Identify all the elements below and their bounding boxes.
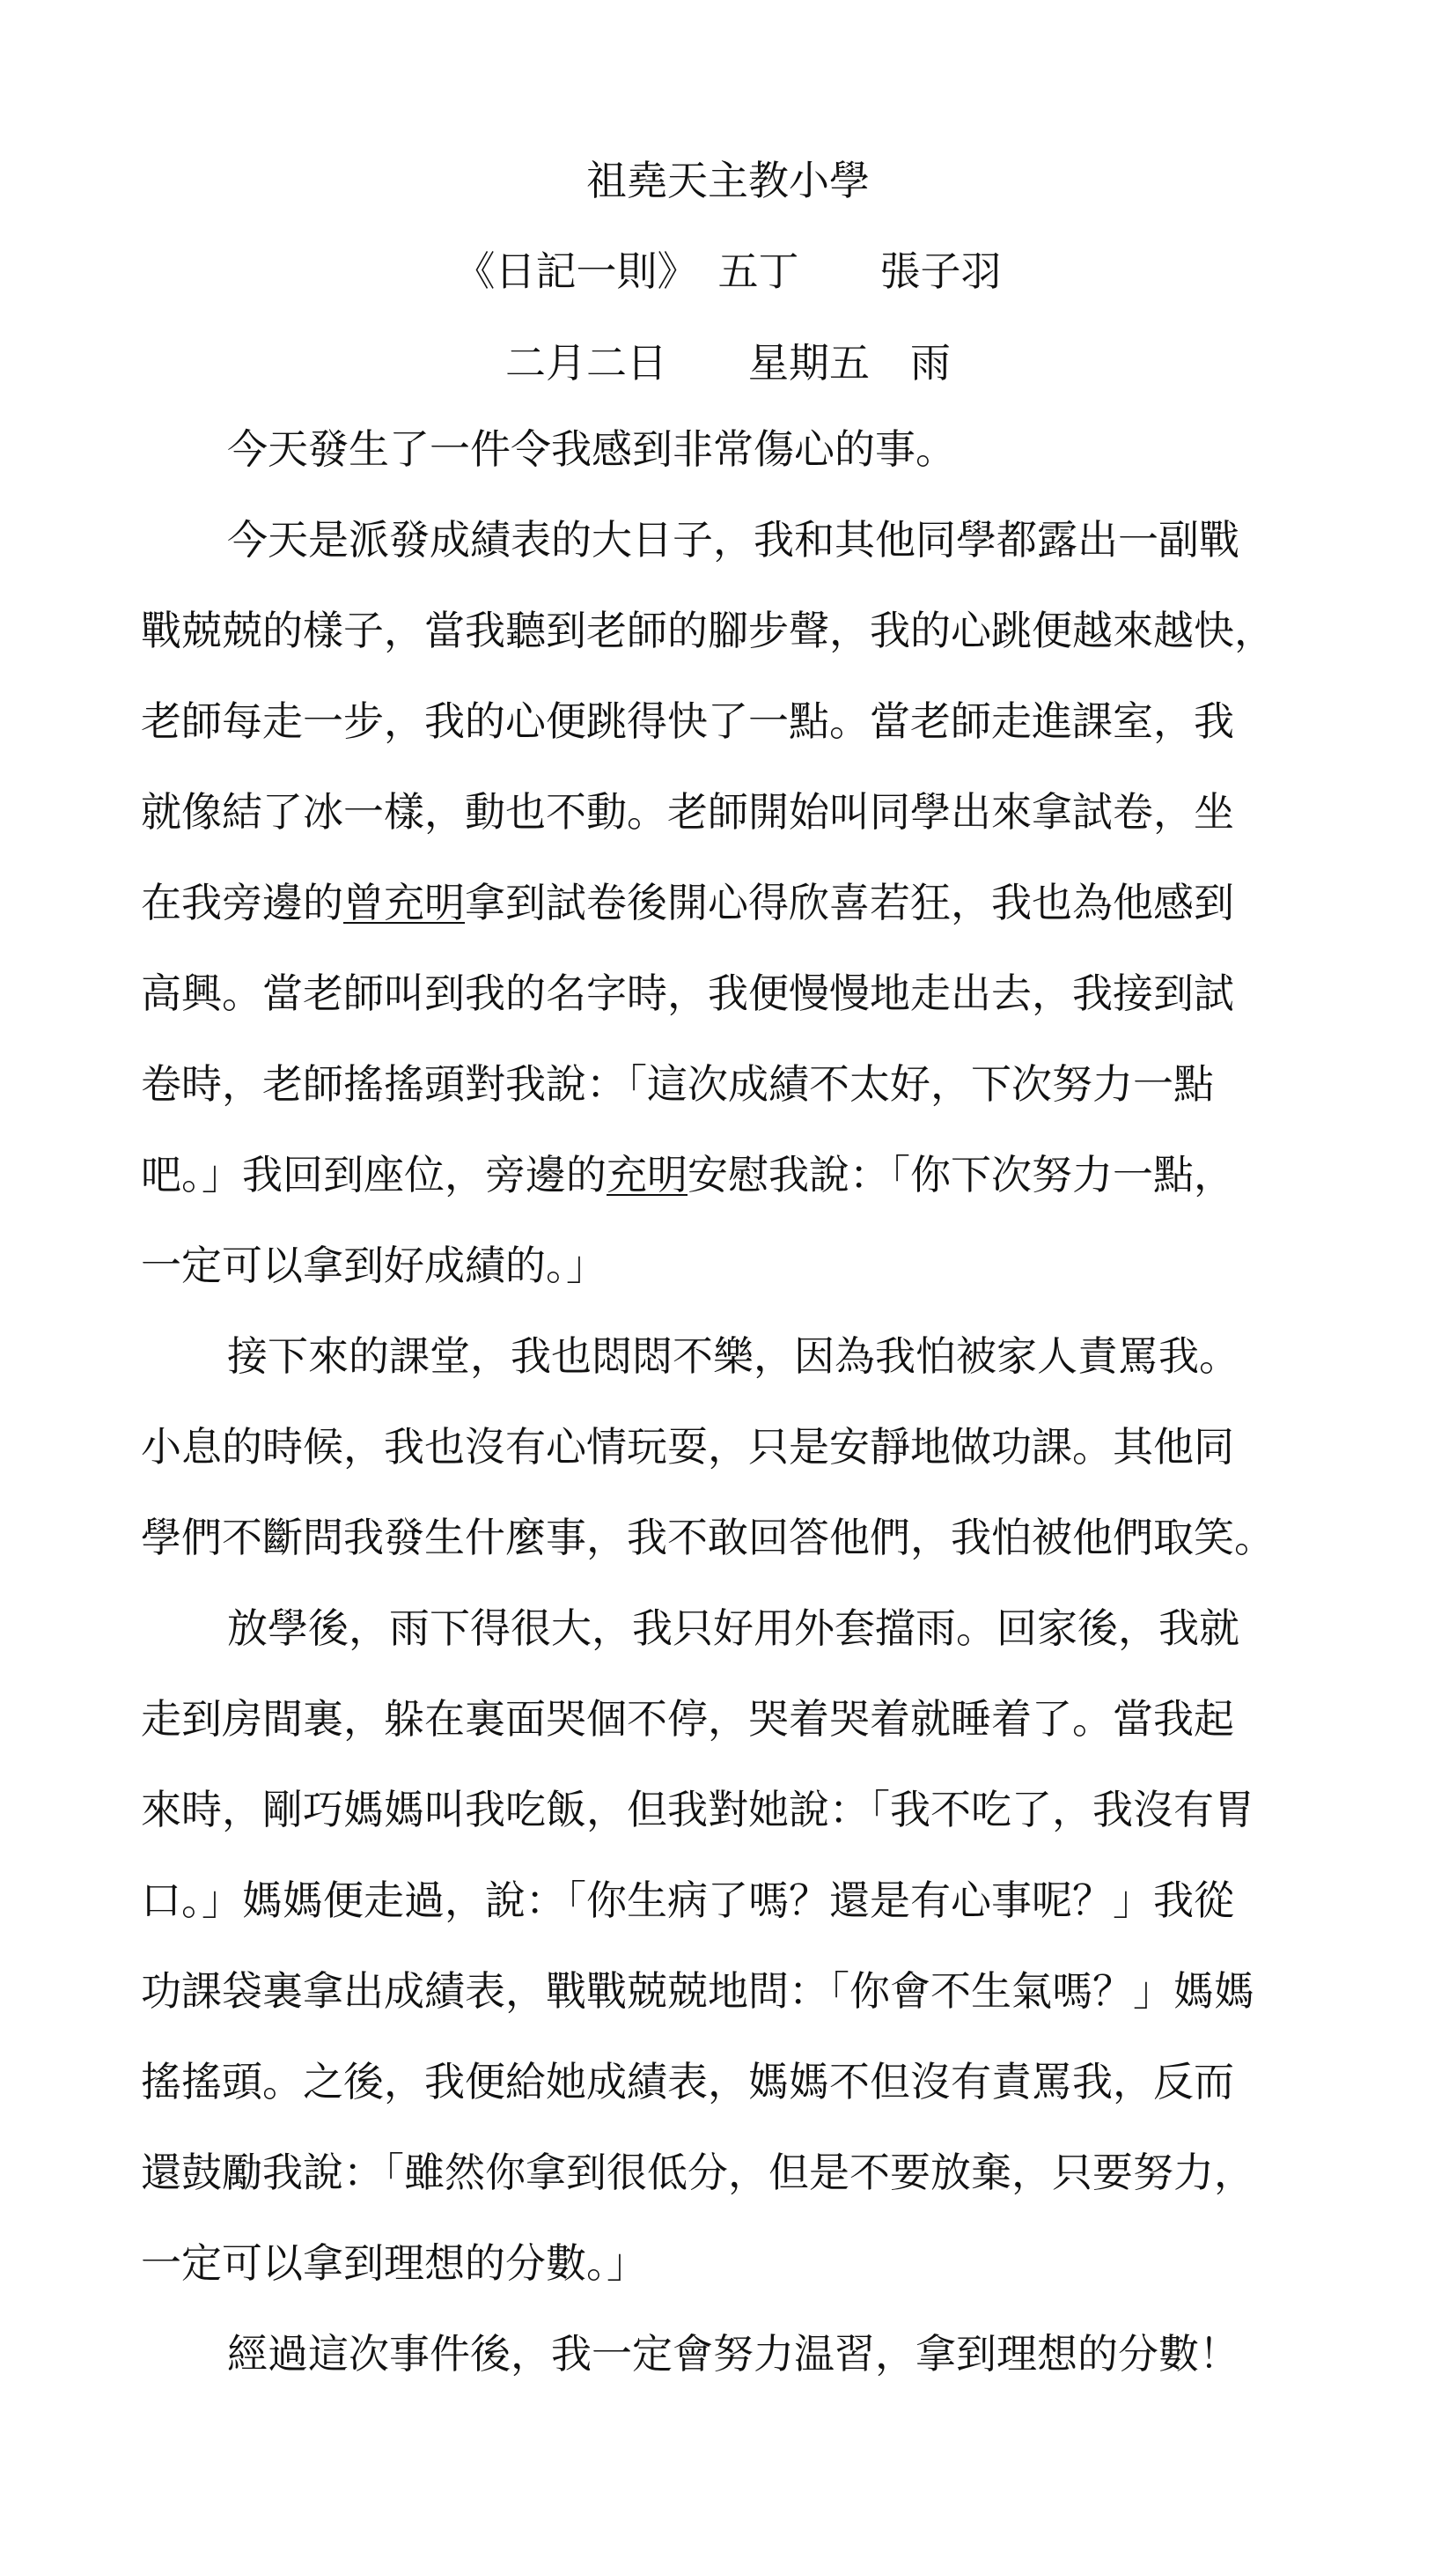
text-segment: 安慰我說：「你下次努力一點， bbox=[688, 1151, 1234, 1198]
paragraph-2-line-8 bbox=[141, 1148, 1329, 1201]
text-segment: 拿到試卷後開心得欣喜若狂，我也為他感到 bbox=[465, 879, 1234, 926]
paragraph-3-line-2: 小息的時候，我也沒有心情玩耍，只是安靜地做功課。其他同 bbox=[141, 1423, 1234, 1471]
paragraph-3-line-3: 學們不斷問我發生什麼事，我不敢回答他們，我怕被他們取笑。 bbox=[141, 1514, 1275, 1561]
diary-title-line: 《日記一則》 五丁 張子羽 bbox=[454, 247, 1002, 295]
paragraph-2-line-7: 卷時，老師搖搖頭對我說：「這次成績不太好，下次努力一點 bbox=[141, 1060, 1214, 1108]
paragraph-2-line-9: 一定可以拿到好成績的。」 bbox=[141, 1242, 607, 1289]
paragraph-1-line-1: 今天發生了一件令我感到非常傷心的事。 bbox=[227, 425, 956, 473]
text-segment: 在我旁邊的 bbox=[141, 879, 343, 926]
paragraph-4-line-8: 一定可以拿到理想的分數。」 bbox=[141, 2239, 647, 2287]
paragraph-2-line-4: 就像結了冰一樣，動也不動。老師開始叫同學出來拿試卷，坐 bbox=[141, 788, 1234, 836]
paragraph-2-line-2: 戰兢兢的樣子，當我聽到老師的腳步聲，我的心跳便越來越快， bbox=[141, 607, 1275, 654]
paragraph-2-line-6: 高興。當老師叫到我的名字時，我便慢慢地走出去，我接到試 bbox=[141, 970, 1234, 1017]
paragraph-3-line-1: 接下來的課堂，我也悶悶不樂，因為我怕被家人責罵我。 bbox=[227, 1332, 1239, 1380]
paragraph-4-line-5: 功課袋裏拿出成績表，戰戰兢兢地問：「你會不生氣嗎？」媽媽 bbox=[141, 1967, 1254, 2015]
underlined-person-name: 曾充明 bbox=[343, 879, 465, 926]
paragraph-4-line-1: 放學後，雨下得很大，我只好用外套擋雨。回家後，我就 bbox=[227, 1604, 1239, 1652]
paragraph-4-line-7: 還鼓勵我說：「雖然你拿到很低分，但是不要放棄，只要努力， bbox=[141, 2149, 1254, 2196]
paragraph-2-line-3: 老師每走一步，我的心便跳得快了一點。當老師走進課室，我 bbox=[141, 697, 1234, 745]
paragraph-2-line-1: 今天是派發成績表的大日子，我和其他同學都露出一副戰 bbox=[227, 516, 1239, 564]
paragraph-5-line-1: 經過這次事件後，我一定會努力温習，拿到理想的分數！ bbox=[227, 2330, 1239, 2378]
paragraph-2-line-5 bbox=[141, 876, 1329, 929]
text-segment: 吧。」我回到座位，旁邊的 bbox=[141, 1151, 607, 1198]
underlined-person-name: 充明 bbox=[607, 1151, 688, 1198]
paragraph-4-line-6: 搖搖頭。之後，我便給她成績表，媽媽不但沒有責罵我，反而 bbox=[141, 2058, 1234, 2105]
paragraph-4-line-4: 口。」媽媽便走過，說：「你生病了嗎？還是有心事呢？」我從 bbox=[141, 1877, 1234, 1924]
date-weather-line: 二月二日 星期五 雨 bbox=[505, 339, 951, 387]
school-name: 祖堯天主教小學 bbox=[586, 157, 870, 204]
paragraph-4-line-2: 走到房間裏，躲在裏面哭個不停，哭着哭着就睡着了。當我起 bbox=[141, 1695, 1234, 1743]
paragraph-4-line-3: 來時，剛巧媽媽叫我吃飯，但我對她說：「我不吃了，我沒有胃 bbox=[141, 1786, 1254, 1833]
